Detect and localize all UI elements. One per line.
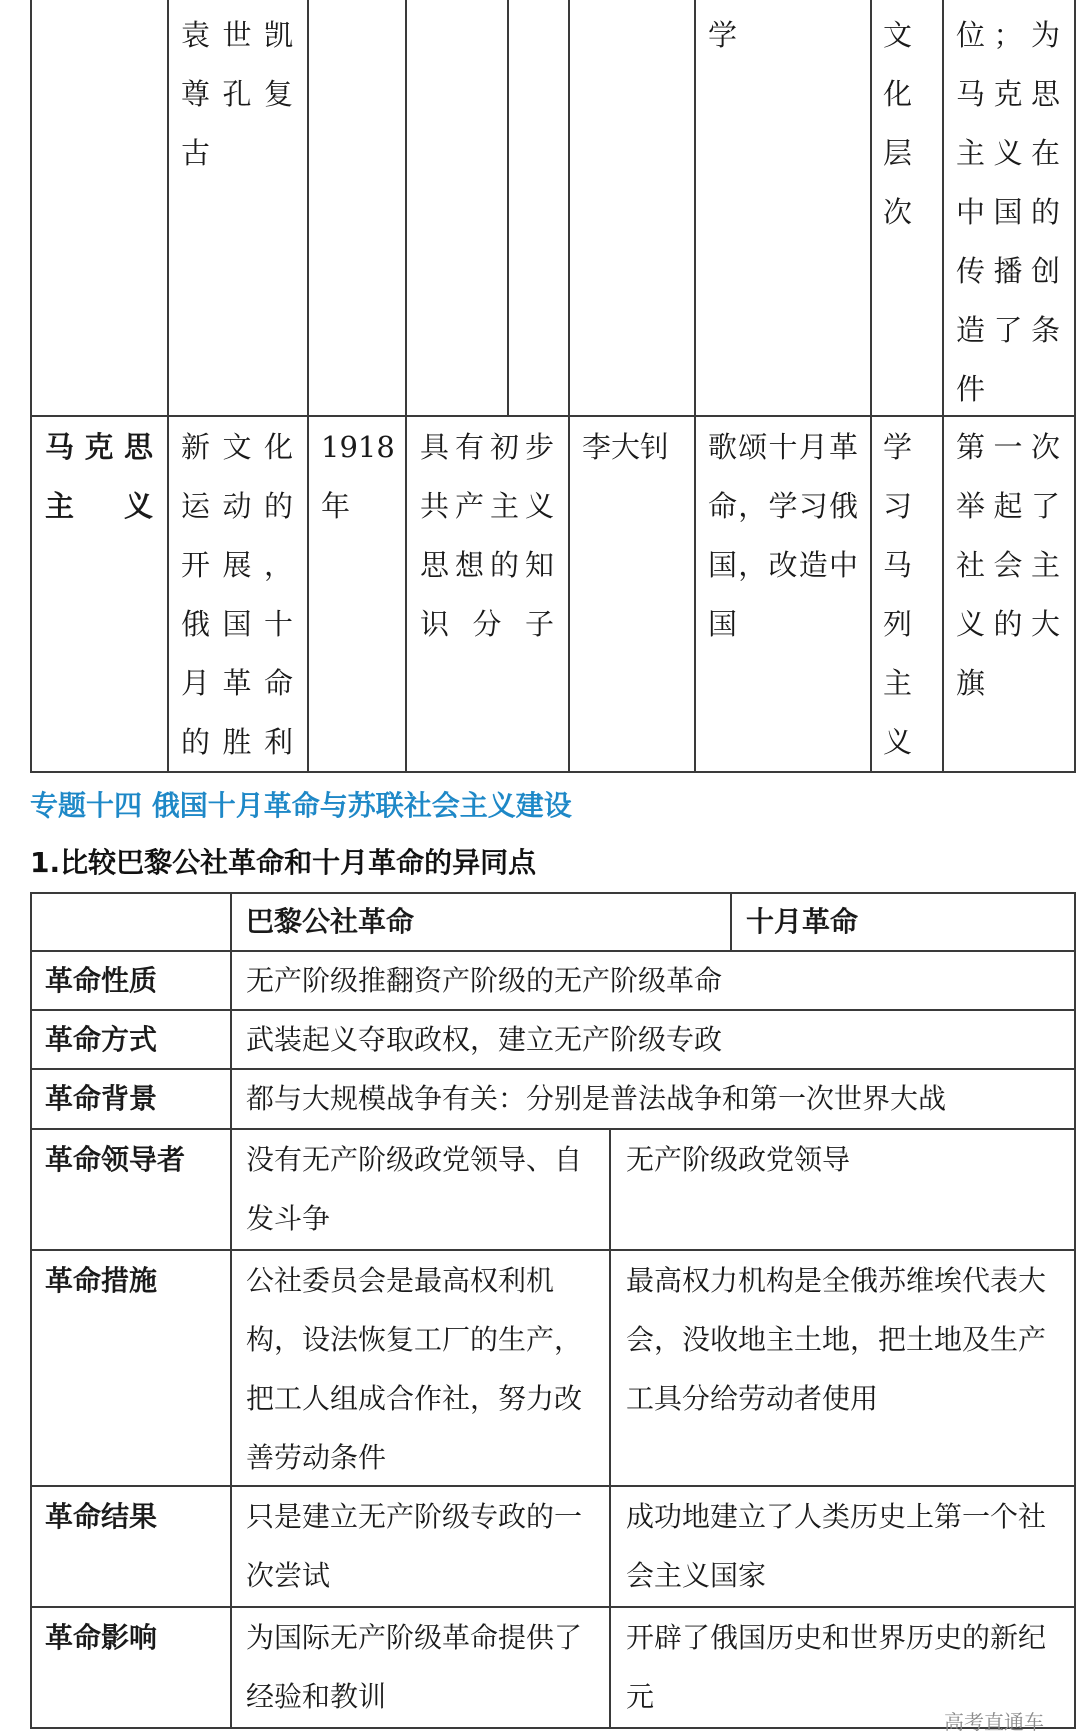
section-title: 专题十四 俄国十月革命与苏联社会主义建设 xyxy=(30,789,572,822)
question-title: 1.比较巴黎公社革命和十月革命的异同点 xyxy=(30,846,537,879)
row-label-measures: 革命措施 xyxy=(45,1264,158,1297)
marxism-row-name: 马克思主义 xyxy=(45,430,153,523)
row-nature-merged: 无产阶级推翻资产阶级的无产阶级革命 xyxy=(246,964,723,997)
row-leader-october: 无产阶级政党领导 xyxy=(626,1143,851,1176)
row-measures-paris: 公社委员会是最高权利机构，设法恢复工厂的生产，把工人组成合作社，努力改善劳动条件 xyxy=(246,1264,583,1474)
marxism-row-background: 新文化运动的开展，俄国十月革命的胜利 xyxy=(181,430,293,759)
marxism-row-representatives: 具有初步共产主义思想的知识分子 xyxy=(420,430,554,641)
row-label-leader: 革命领导者 xyxy=(45,1143,186,1176)
header-october-revolution: 十月革命 xyxy=(746,905,859,938)
prev-row-influence: 位；为马克思主义在中国的传播创造了条件 xyxy=(956,18,1060,406)
row-result-october: 成功地建立了人类历史上第一个社会主义国家 xyxy=(626,1500,1047,1592)
prev-row-essence: 文化层次 xyxy=(883,18,913,229)
row-measures-october: 最高权力机构是全俄苏维埃代表大会，没收地主土地，把土地及生产工具分给劳动者使用 xyxy=(626,1264,1047,1415)
row-influence-paris: 为国际无产阶级革命提供了经验和教训 xyxy=(246,1621,583,1713)
row-label-nature: 革命性质 xyxy=(45,964,158,997)
row-label-background: 革命背景 xyxy=(45,1082,158,1115)
marxism-row-person: 李大钊 xyxy=(582,430,670,464)
row-method-merged: 武装起义夺取政权，建立无产阶级专政 xyxy=(246,1023,723,1056)
row-label-method: 革命方式 xyxy=(45,1023,158,1056)
header-paris-commune: 巴黎公社革命 xyxy=(246,905,415,938)
marxism-row-essence: 学习马列主义 xyxy=(883,430,913,759)
row-leader-paris: 没有无产阶级政党领导、自发斗争 xyxy=(246,1143,583,1235)
watermark: 高考直通车 xyxy=(944,1710,1044,1734)
marxism-row-influence: 第一次举起了社会主义的大旗 xyxy=(956,430,1060,700)
marxism-row-content: 歌颂十月革命，学习俄国，改造中国 xyxy=(708,430,858,641)
marxism-row-time: 1918年 xyxy=(321,430,395,523)
row-label-result: 革命结果 xyxy=(45,1500,158,1533)
prev-row-background: 袁世凯尊孔复古 xyxy=(181,18,293,170)
row-label-influence: 革命影响 xyxy=(45,1621,158,1654)
row-influence-october: 开辟了俄国历史和世界历史的新纪元 xyxy=(626,1621,1047,1713)
row-background-merged: 都与大规模战争有关：分别是普法战争和第一次世界大战 xyxy=(246,1082,947,1115)
row-result-paris: 只是建立无产阶级专政的一次尝试 xyxy=(246,1500,583,1592)
prev-row-content: 学 xyxy=(708,18,738,52)
